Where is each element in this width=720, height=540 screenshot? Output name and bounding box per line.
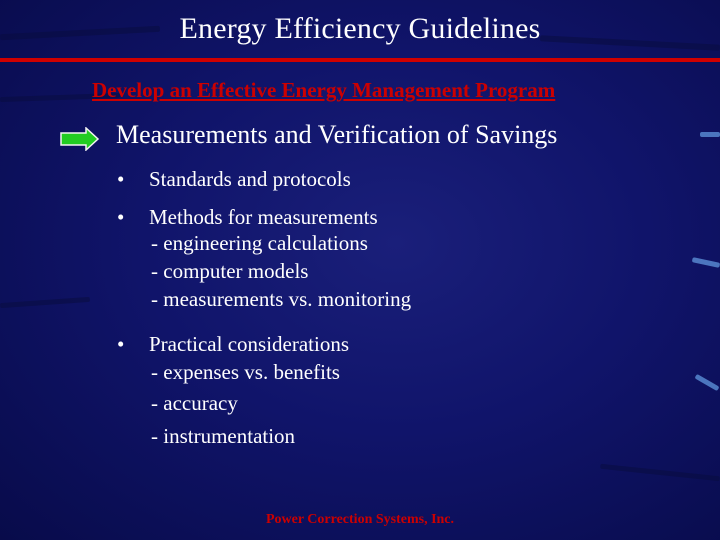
slide-title: Energy Efficiency Guidelines xyxy=(179,12,541,45)
bullet-text: Practical considerations xyxy=(149,332,350,356)
background-highlight xyxy=(692,257,720,268)
bullet-text: Standards and protocols xyxy=(149,167,351,191)
background-streak xyxy=(600,464,720,482)
bullet-marker: • xyxy=(117,167,125,191)
background-highlight xyxy=(700,132,720,137)
background-highlight xyxy=(694,374,719,391)
slide-subtitle: Develop an Effective Energy Management Program xyxy=(92,78,556,102)
sub-item: - accuracy xyxy=(151,391,238,415)
background-streak xyxy=(0,297,90,308)
sub-item: - instrumentation xyxy=(151,424,296,448)
sub-item: - measurements vs. monitoring xyxy=(151,287,412,311)
bullet-marker: • xyxy=(117,205,125,229)
bullet-text: Methods for measurements xyxy=(149,205,378,229)
bullet-marker: • xyxy=(117,332,125,356)
sub-item: - computer models xyxy=(151,259,309,283)
sub-item: - expenses vs. benefits xyxy=(151,360,340,384)
title-divider xyxy=(0,58,720,62)
right-arrow-icon xyxy=(60,127,100,151)
sub-item: - engineering calculations xyxy=(151,231,368,255)
section-heading: Measurements and Verification of Savings xyxy=(116,120,558,149)
footer-company: Power Correction Systems, Inc. xyxy=(265,512,455,527)
